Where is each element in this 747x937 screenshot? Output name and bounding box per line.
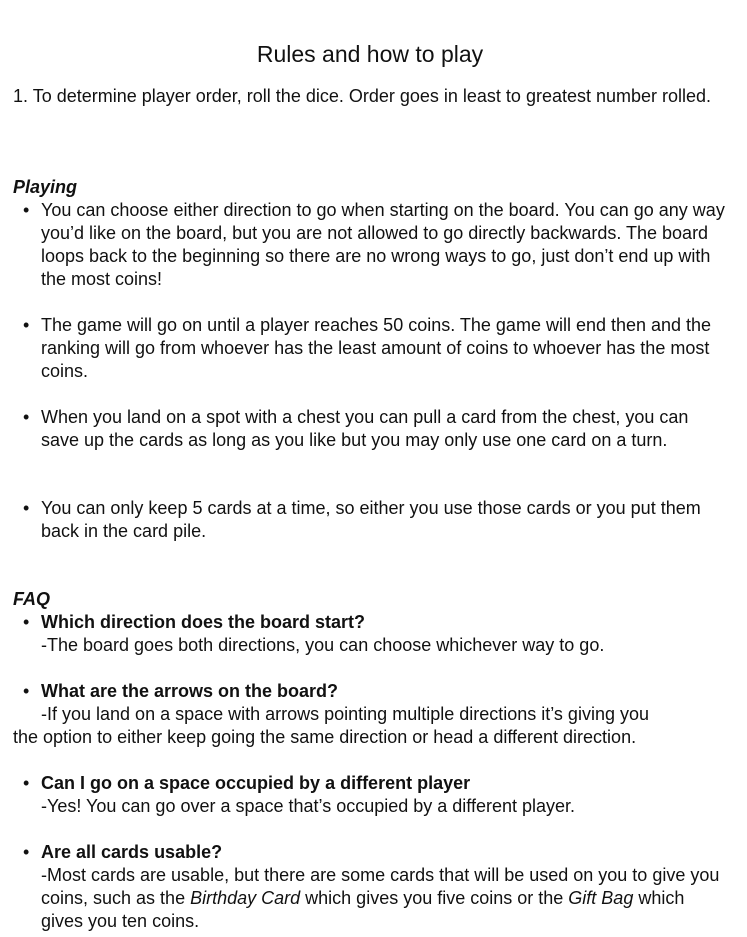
playing-heading: Playing bbox=[13, 177, 78, 197]
faq-item bbox=[41, 611, 731, 657]
card-name-birthday: Birthday Card bbox=[190, 888, 301, 908]
faq-answer bbox=[41, 864, 731, 933]
faq-answer-text: which gives you five coins or the bbox=[300, 888, 569, 908]
faq-answer-line: -If you land on a space with arrows pointing multiple directions it’s giving you bbox=[41, 704, 649, 724]
faq-heading: FAQ bbox=[13, 589, 51, 609]
playing-item: • When you land on a spot with a chest you can pull a card from the chest, you can save up the cards as long as you like but you may only use one card on a turn. bbox=[41, 406, 731, 452]
faq-question: What are the arrows on the board? bbox=[41, 681, 339, 701]
card-name-gift-bag: Gift Bag bbox=[568, 888, 634, 908]
faq-answer bbox=[13, 703, 729, 726]
faq-item bbox=[41, 772, 731, 818]
playing-item: • You can only keep 5 cards at a time, so either you use those cards or you put them back in the card pile. bbox=[41, 497, 731, 543]
faq-answer: -The board goes both directions, you can choose whichever way to go. bbox=[41, 635, 605, 655]
faq-item bbox=[41, 841, 731, 933]
faq-question: Are all cards usable? bbox=[41, 842, 223, 862]
playing-item: • The game will go on until a player reaches 50 coins. The game will end then and the ranking will go from whoever has the least amount of coins to whoever has the most coins. bbox=[41, 314, 731, 383]
intro-paragraph: 1. To determine player order, roll the dice. Order goes in least to greatest number rolled. bbox=[13, 86, 712, 106]
faq-answer: -Yes! You can go over a space that’s occupied by a different player. bbox=[41, 796, 576, 816]
page-title: Rules and how to play bbox=[256, 41, 484, 67]
faq-answer-line: the option to either keep going the same direction or head a different direction. bbox=[13, 727, 637, 747]
playing-item: • You can choose either direction to go when starting on the board. You can go any way you’d like on the board, but you are not allowed to go directly backwards. The board loops back to the beginning so there are no wrong ways to go, just don’t end up with the most coins! bbox=[41, 199, 731, 291]
faq-question: Which direction does the board start? bbox=[41, 612, 366, 632]
faq-question: Can I go on a space occupied by a different player bbox=[41, 773, 471, 793]
faq-answer-continued bbox=[13, 726, 729, 749]
faq-answer-text: which gives you ten coins. bbox=[41, 888, 685, 931]
faq-item bbox=[41, 680, 731, 703]
faq-answer-text: -Most cards are usable, but there are some cards that will be used on you to give you coins, such as the bbox=[41, 865, 720, 908]
